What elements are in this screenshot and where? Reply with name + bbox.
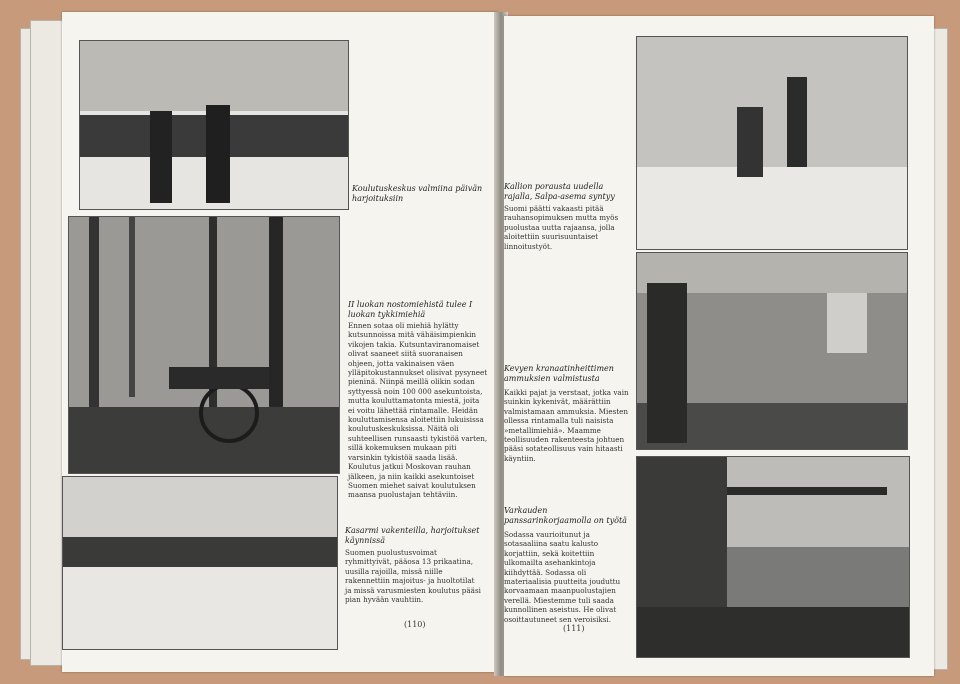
caption-title-2: II luokan nostomiehistä tulee I luokan tykkimiehiä xyxy=(348,300,473,319)
photo-munitions-workshop xyxy=(636,252,908,450)
caption-text-6: Sodassa vaurioitunut ja sotasaaliina saatu kalusto korjattiin, sekä koitettiin ulkomailta asehankintoja kiihdyttää. Sodassa oli materiaalisia puutteita jouduttu korvaamaan maanpuolustajien verellä. Miestemme tuli saada kunnollinen aseistus. He olivat osoittautuneet sen veroisiksi. xyxy=(504,530,621,624)
open-book xyxy=(18,4,948,676)
page-number-left: (110) xyxy=(404,620,426,629)
caption-text-4: Suomi päätti vakaasti pitää rauhansopimuksen mutta myös puolustaa uutta rajaansa, jolla aloitettiin suurisuuntaiset linnoitustyöt. xyxy=(504,204,619,251)
caption-text-3: Suomen puolustusvoimat ryhmittyivät, pääosa 13 prikaatina, uusilla rajoilla, missä niille rakennettiin majoitus- ja huoltotilat ja missä varusmiesten koulutus pääsi pian hyvään vauhtiin. xyxy=(345,548,481,605)
caption-title-6: Varkauden panssarinkorjaamolla on työtä xyxy=(504,506,627,525)
photo-tank-repair xyxy=(636,456,910,658)
photo-troops-formation xyxy=(79,40,349,210)
caption-title-4: Kallion porausta uudella rajalla, Salpa-asema syntyy xyxy=(504,182,615,201)
photo-artillery-forest xyxy=(68,216,340,474)
caption-title-3: Kasarmi vakenteilla, harjoitukset käynnissä xyxy=(345,526,480,545)
right-page xyxy=(504,16,934,676)
caption-text-5: Kaikki pajat ja verstaat, jotka vain suinkin kykenivät, määrättiin valmistamaan ammuksia. Miesten ollessa rintamalla tuli naisista »metallimiehiä». Maamme teollisuuden rakenteesta johtuen pääsi sotateollisuus vain hitaasti käyntiin. xyxy=(504,388,629,463)
caption-title-1: Koulutuskeskus valmiina päivän harjoituksiin xyxy=(352,184,483,203)
photo-rock-drilling xyxy=(636,36,908,250)
photo-winter-exercise xyxy=(62,476,338,650)
left-page xyxy=(62,12,498,672)
page-number-right: (111) xyxy=(563,624,585,633)
caption-title-5: Kevyen kranaatinheittimen ammuksien valmistusta xyxy=(504,364,614,383)
caption-text-2: Ennen sotaa oli miehiä hylätty kutsunnoissa mitä vähäisimpienkin vikojen takia. Kutsuntaviranomaiset olivat saaneet siitä suoranaisen ohjeen, jotta vakinaisen väen ylläpitokustannukset olisivat pysyneet pieninä. Niinpä meillä olikin sodan syttyessä noin 100 000 asekuntoista, mutta kouluttamatonta miestä, joita ei voitu lähettää rintamalle. Heidän kouluttamisensa aloitettiin lukuisissa koulutuskeskuksissa. Näitä oli suhteellisen runsaasti tykistöä varten, sillä kokemuksen mukaan piti varsinkin tykistöä saada lisää. Koulutus jatkui Moskovan rauhan jälkeen, ja niin kaikki asekuntoiset Suomen miehet saivat koulutuksen maansa puolustajan tehtäviin. xyxy=(348,321,488,500)
